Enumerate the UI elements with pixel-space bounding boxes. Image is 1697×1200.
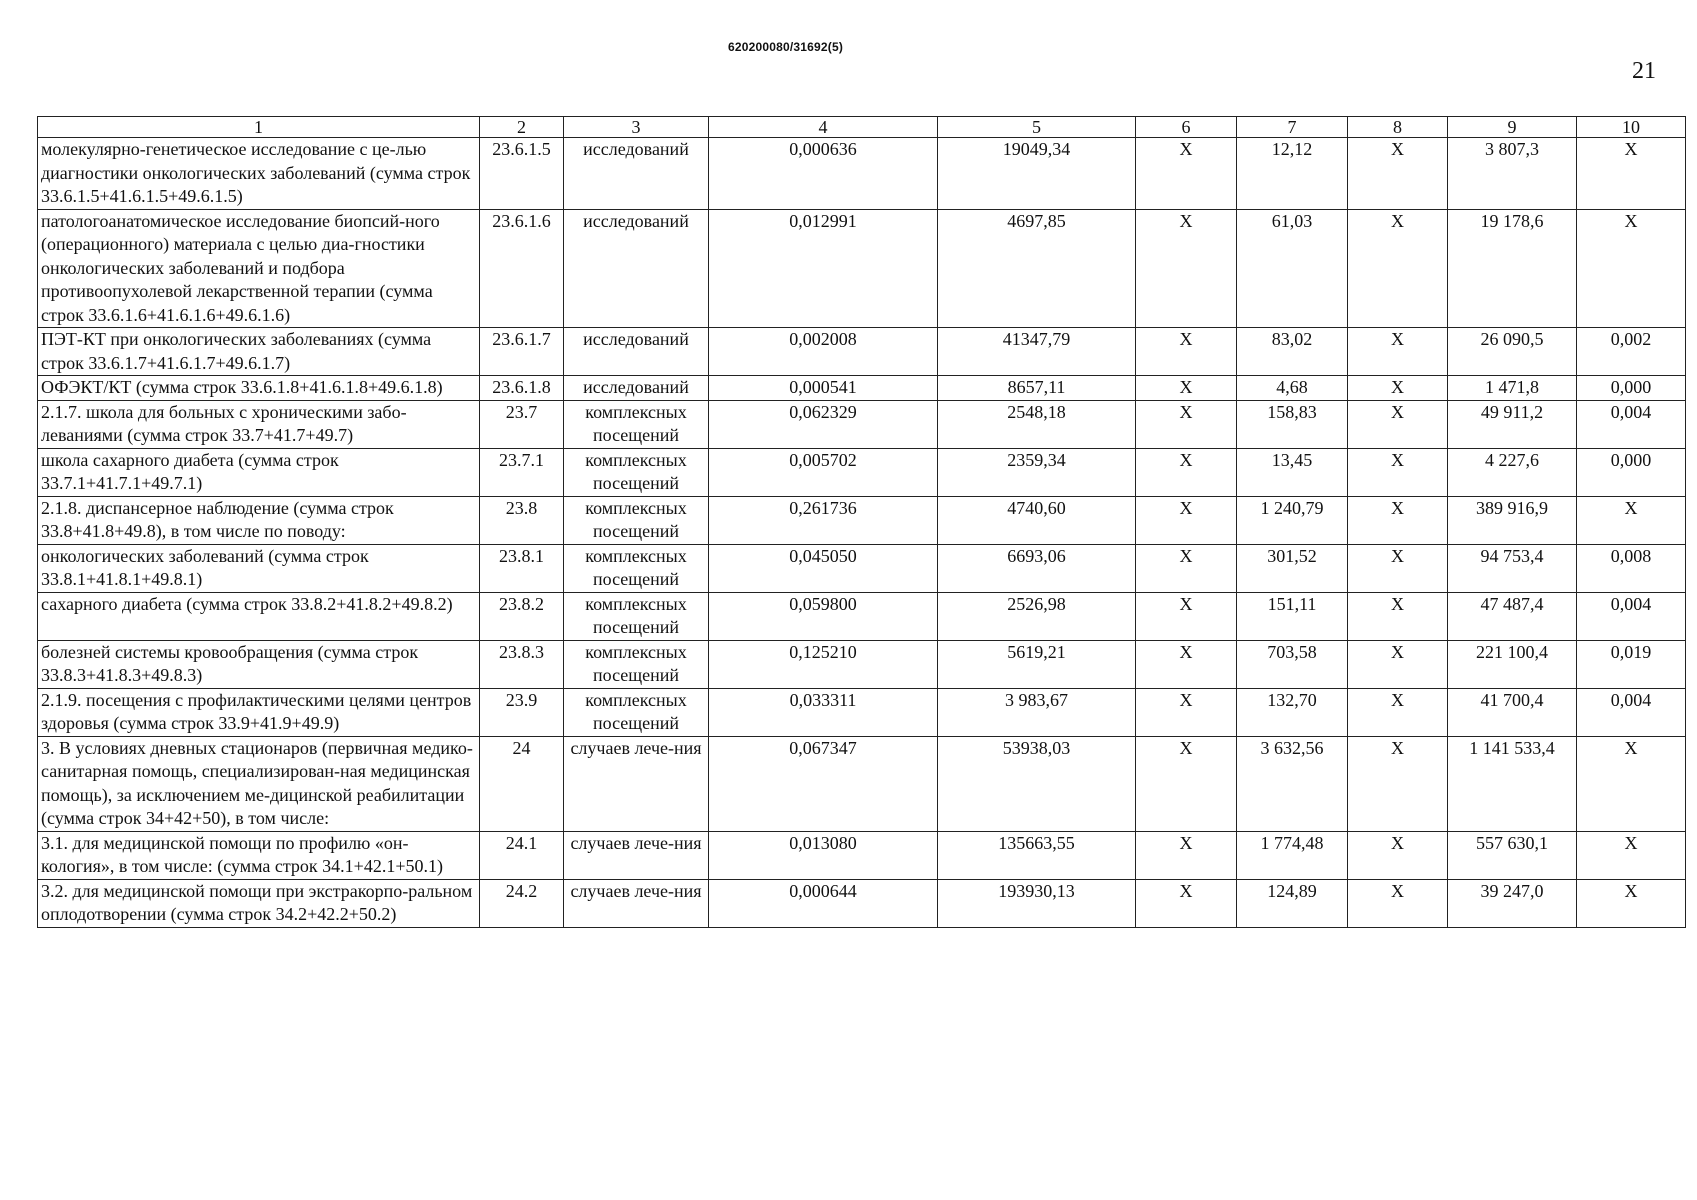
col10-value: Х — [1577, 879, 1686, 927]
norm-volume: 0,000541 — [709, 376, 938, 401]
row-label: сахарного диабета (сумма строк 33.8.2+41.8.2+49.8.2) — [38, 592, 480, 640]
document-code: 620200080/31692(5) — [728, 40, 844, 54]
unit: комплексных посещений — [564, 544, 709, 592]
row-code: 24 — [480, 736, 564, 831]
col9-value: 49 911,2 — [1448, 400, 1577, 448]
col9-value: 39 247,0 — [1448, 879, 1577, 927]
norm-volume: 0,000644 — [709, 879, 938, 927]
col6-value: Х — [1136, 376, 1237, 401]
norm-cost: 53938,03 — [938, 736, 1136, 831]
col6-value: Х — [1136, 496, 1237, 544]
row-code: 23.7.1 — [480, 448, 564, 496]
col9-value: 19 178,6 — [1448, 209, 1577, 328]
col9-value: 47 487,4 — [1448, 592, 1577, 640]
col7-value: 124,89 — [1237, 879, 1348, 927]
row-code: 24.2 — [480, 879, 564, 927]
column-header: 6 — [1136, 117, 1237, 138]
col9-value: 94 753,4 — [1448, 544, 1577, 592]
col10-value: 0,004 — [1577, 400, 1686, 448]
norm-cost: 2548,18 — [938, 400, 1136, 448]
row-code: 23.8.2 — [480, 592, 564, 640]
col8-value: Х — [1348, 640, 1448, 688]
norm-volume: 0,013080 — [709, 831, 938, 879]
table-row — [38, 879, 1686, 927]
row-code: 23.6.1.7 — [480, 328, 564, 376]
row-code: 23.9 — [480, 688, 564, 736]
column-header: 1 — [38, 117, 480, 138]
unit: исследований — [564, 376, 709, 401]
col10-value: 0,000 — [1577, 448, 1686, 496]
col8-value: Х — [1348, 328, 1448, 376]
col6-value: Х — [1136, 544, 1237, 592]
row-label: 2.1.8. диспансерное наблюдение (сумма строк 33.8+41.8+49.8), в том числе по поводу: — [38, 496, 480, 544]
col10-value: Х — [1577, 138, 1686, 210]
col8-value: Х — [1348, 831, 1448, 879]
row-label: 2.1.7. школа для больных с хроническими забо-леваниями (сумма строк 33.7+41.7+49.7) — [38, 400, 480, 448]
row-label: патологоанатомическое исследование биопсий-ного (операционного) материала с целью диа-гностики онкологических заболеваний и подбора противоопухолевой лекарственной терапии (сумма строк 33.6.1.6+41.6.1.6+49.6.1.6) — [38, 209, 480, 328]
unit: исследований — [564, 138, 709, 210]
norm-volume: 0,005702 — [709, 448, 938, 496]
row-label: молекулярно-генетическое исследование с це-лью диагностики онкологических заболеваний (сумма строк 33.6.1.5+41.6.1.5+49.6.1.5) — [38, 138, 480, 210]
table-row — [38, 592, 1686, 640]
row-label: школа сахарного диабета (сумма строк 33.7.1+41.7.1+49.7.1) — [38, 448, 480, 496]
col8-value: Х — [1348, 688, 1448, 736]
col6-value: Х — [1136, 879, 1237, 927]
col9-value: 3 807,3 — [1448, 138, 1577, 210]
norm-volume: 0,261736 — [709, 496, 938, 544]
norm-cost: 2526,98 — [938, 592, 1136, 640]
column-header: 8 — [1348, 117, 1448, 138]
unit: исследований — [564, 328, 709, 376]
row-label: 3.1. для медицинской помощи по профилю «он-кология», в том числе: (сумма строк 34.1+42.1+50.1) — [38, 831, 480, 879]
row-code: 23.8 — [480, 496, 564, 544]
norm-cost: 6693,06 — [938, 544, 1136, 592]
col9-value: 221 100,4 — [1448, 640, 1577, 688]
unit: случаев лече-ния — [564, 879, 709, 927]
col7-value: 301,52 — [1237, 544, 1348, 592]
norm-volume: 0,125210 — [709, 640, 938, 688]
col9-value: 26 090,5 — [1448, 328, 1577, 376]
col9-value: 4 227,6 — [1448, 448, 1577, 496]
norm-cost: 4697,85 — [938, 209, 1136, 328]
norm-cost: 8657,11 — [938, 376, 1136, 401]
norm-volume: 0,012991 — [709, 209, 938, 328]
column-header: 7 — [1237, 117, 1348, 138]
table-row — [38, 376, 1686, 401]
col7-value: 83,02 — [1237, 328, 1348, 376]
col8-value: Х — [1348, 448, 1448, 496]
col6-value: Х — [1136, 400, 1237, 448]
col6-value: Х — [1136, 640, 1237, 688]
norm-volume: 0,000636 — [709, 138, 938, 210]
column-header: 9 — [1448, 117, 1577, 138]
col8-value: Х — [1348, 400, 1448, 448]
col9-value: 1 141 533,4 — [1448, 736, 1577, 831]
col10-value: Х — [1577, 736, 1686, 831]
col9-value: 557 630,1 — [1448, 831, 1577, 879]
table-row — [38, 400, 1686, 448]
table-row — [38, 640, 1686, 688]
col7-value: 61,03 — [1237, 209, 1348, 328]
row-code: 23.6.1.5 — [480, 138, 564, 210]
col8-value: Х — [1348, 376, 1448, 401]
col7-value: 12,12 — [1237, 138, 1348, 210]
norm-cost: 135663,55 — [938, 831, 1136, 879]
norm-volume: 0,033311 — [709, 688, 938, 736]
norm-cost: 3 983,67 — [938, 688, 1136, 736]
column-header: 10 — [1577, 117, 1686, 138]
col6-value: Х — [1136, 448, 1237, 496]
row-code: 23.8.3 — [480, 640, 564, 688]
column-header: 3 — [564, 117, 709, 138]
col7-value: 151,11 — [1237, 592, 1348, 640]
unit: комплексных посещений — [564, 400, 709, 448]
column-header: 5 — [938, 117, 1136, 138]
table-row — [38, 831, 1686, 879]
row-label: 3.2. для медицинской помощи при экстракорпо-ральном оплодотворении (сумма строк 34.2+42.2+50.2) — [38, 879, 480, 927]
norm-cost: 5619,21 — [938, 640, 1136, 688]
col8-value: Х — [1348, 544, 1448, 592]
col10-value: 0,008 — [1577, 544, 1686, 592]
row-code: 24.1 — [480, 831, 564, 879]
unit: комплексных посещений — [564, 448, 709, 496]
col6-value: Х — [1136, 209, 1237, 328]
col6-value: Х — [1136, 831, 1237, 879]
col8-value: Х — [1348, 879, 1448, 927]
unit: случаев лече-ния — [564, 736, 709, 831]
col9-value: 389 916,9 — [1448, 496, 1577, 544]
col6-value: Х — [1136, 138, 1237, 210]
norm-cost: 4740,60 — [938, 496, 1136, 544]
norm-volume: 0,002008 — [709, 328, 938, 376]
col8-value: Х — [1348, 736, 1448, 831]
table-row — [38, 328, 1686, 376]
data-table — [37, 116, 1686, 928]
row-code: 23.8.1 — [480, 544, 564, 592]
col10-value: 0,019 — [1577, 640, 1686, 688]
column-header: 2 — [480, 117, 564, 138]
col7-value: 1 774,48 — [1237, 831, 1348, 879]
column-header: 4 — [709, 117, 938, 138]
unit: комплексных посещений — [564, 688, 709, 736]
col8-value: Х — [1348, 496, 1448, 544]
row-label: 3. В условиях дневных стационаров (первичная медико-санитарная помощь, специализирован-ная медицинская помощь), за исключением ме-дицинской реабилитации (сумма строк 34+42+50), в том числе: — [38, 736, 480, 831]
norm-cost: 2359,34 — [938, 448, 1136, 496]
unit: случаев лече-ния — [564, 831, 709, 879]
norm-volume: 0,045050 — [709, 544, 938, 592]
norm-cost: 19049,34 — [938, 138, 1136, 210]
table-row — [38, 544, 1686, 592]
col7-value: 3 632,56 — [1237, 736, 1348, 831]
col9-value: 41 700,4 — [1448, 688, 1577, 736]
row-label: 2.1.9. посещения с профилактическими целями центров здоровья (сумма строк 33.9+41.9+49.9) — [38, 688, 480, 736]
table-row — [38, 688, 1686, 736]
row-code: 23.7 — [480, 400, 564, 448]
row-label: болезней системы кровообращения (сумма строк 33.8.3+41.8.3+49.8.3) — [38, 640, 480, 688]
col6-value: Х — [1136, 688, 1237, 736]
col6-value: Х — [1136, 736, 1237, 831]
unit: исследований — [564, 209, 709, 328]
col6-value: Х — [1136, 592, 1237, 640]
col10-value: Х — [1577, 831, 1686, 879]
col9-value: 1 471,8 — [1448, 376, 1577, 401]
row-label: ОФЭКТ/КТ (сумма строк 33.6.1.8+41.6.1.8+49.6.1.8) — [38, 376, 480, 401]
col8-value: Х — [1348, 592, 1448, 640]
col10-value: 0,004 — [1577, 592, 1686, 640]
col7-value: 4,68 — [1237, 376, 1348, 401]
unit: комплексных посещений — [564, 496, 709, 544]
norm-volume: 0,062329 — [709, 400, 938, 448]
col6-value: Х — [1136, 328, 1237, 376]
norm-volume: 0,067347 — [709, 736, 938, 831]
row-label: онкологических заболеваний (сумма строк 33.8.1+41.8.1+49.8.1) — [38, 544, 480, 592]
col10-value: Х — [1577, 496, 1686, 544]
header-row — [38, 117, 1686, 138]
col10-value: Х — [1577, 209, 1686, 328]
table-row — [38, 496, 1686, 544]
col10-value: 0,000 — [1577, 376, 1686, 401]
col10-value: 0,002 — [1577, 328, 1686, 376]
table-row — [38, 736, 1686, 831]
unit: комплексных посещений — [564, 640, 709, 688]
norm-volume: 0,059800 — [709, 592, 938, 640]
col10-value: 0,004 — [1577, 688, 1686, 736]
norm-cost: 41347,79 — [938, 328, 1136, 376]
page-number: 21 — [1632, 58, 1656, 84]
table-row — [38, 138, 1686, 210]
table-row — [38, 448, 1686, 496]
row-label: ПЭТ-КТ при онкологических заболеваниях (сумма строк 33.6.1.7+41.6.1.7+49.6.1.7) — [38, 328, 480, 376]
col7-value: 158,83 — [1237, 400, 1348, 448]
table-row — [38, 209, 1686, 328]
row-code: 23.6.1.6 — [480, 209, 564, 328]
unit: комплексных посещений — [564, 592, 709, 640]
row-code: 23.6.1.8 — [480, 376, 564, 401]
col7-value: 13,45 — [1237, 448, 1348, 496]
norm-cost: 193930,13 — [938, 879, 1136, 927]
col8-value: Х — [1348, 209, 1448, 328]
col8-value: Х — [1348, 138, 1448, 210]
col7-value: 132,70 — [1237, 688, 1348, 736]
col7-value: 1 240,79 — [1237, 496, 1348, 544]
col7-value: 703,58 — [1237, 640, 1348, 688]
